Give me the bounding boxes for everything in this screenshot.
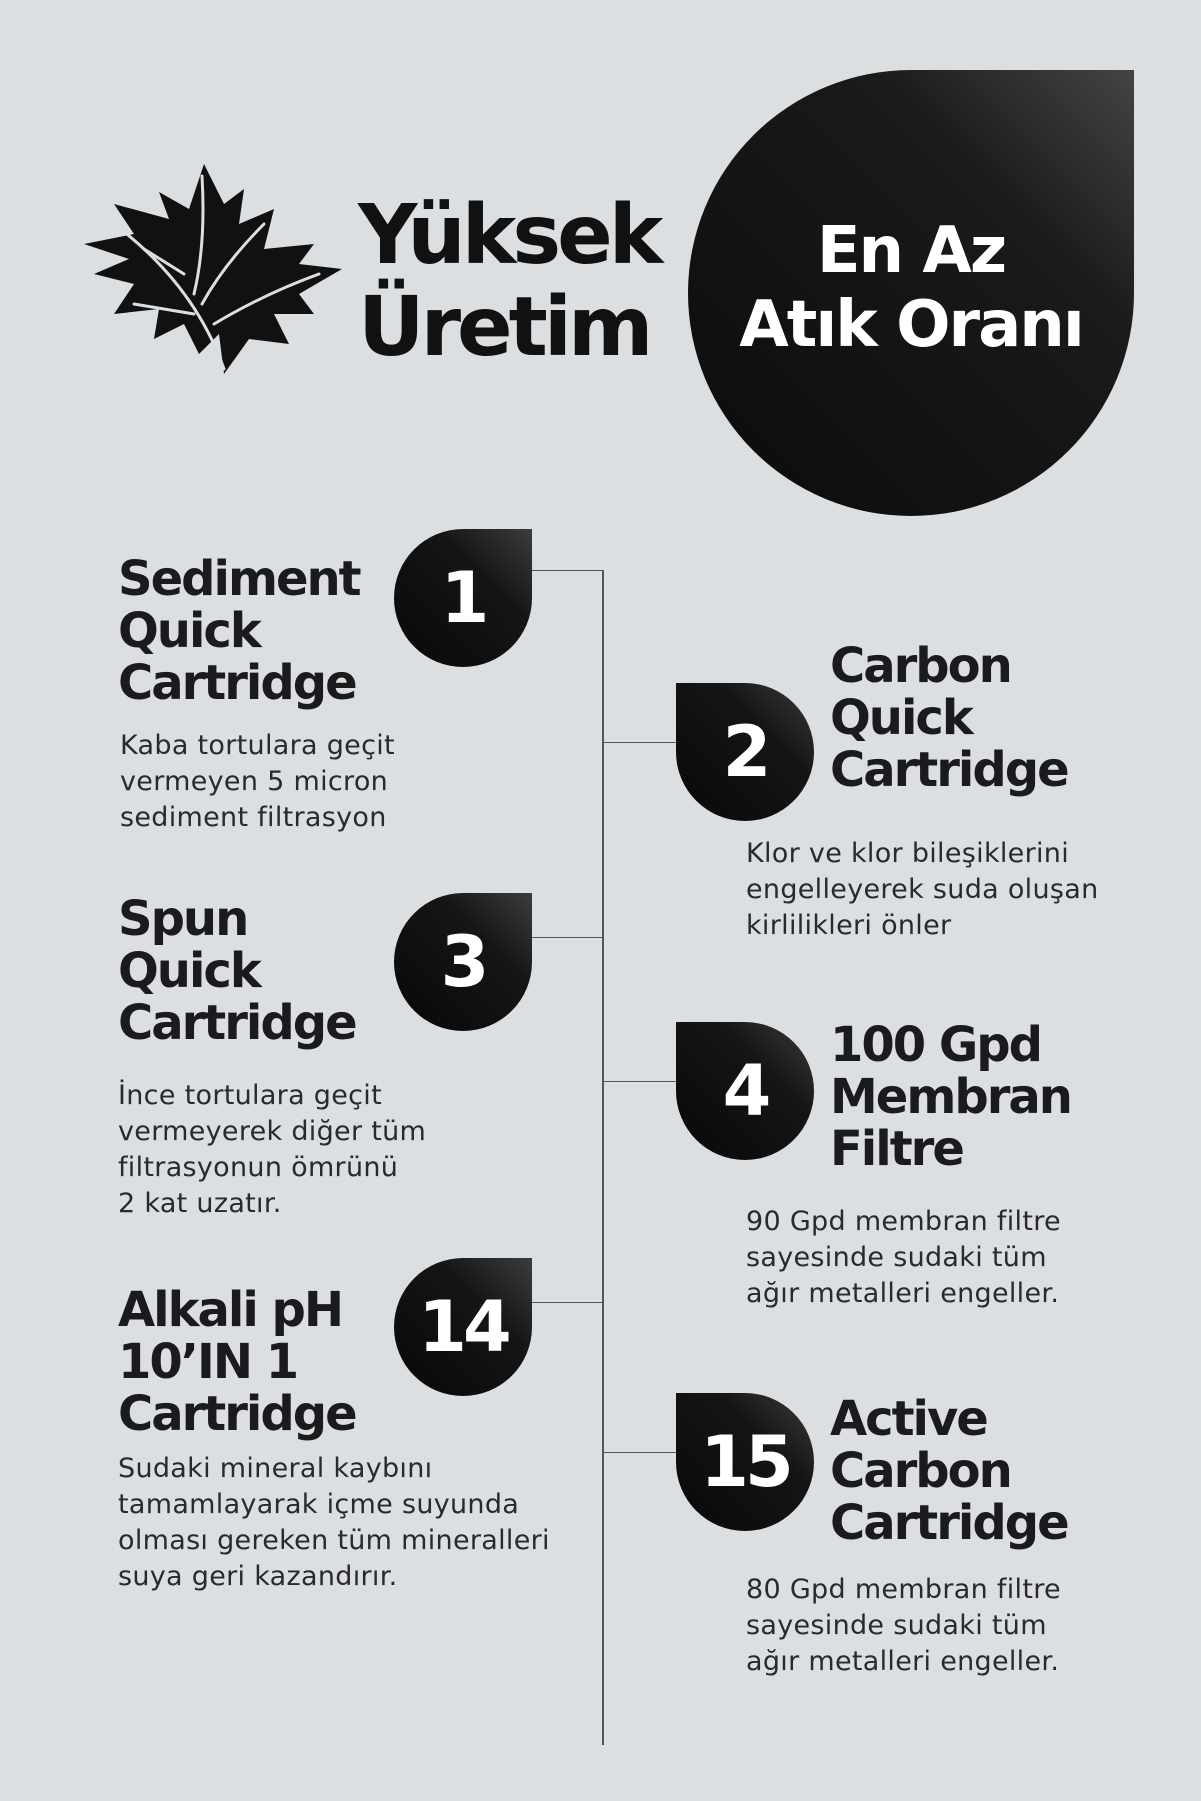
step-title: Carbon Quick Cartridge [830,638,1068,798]
step-number-badge: 14 [394,1258,532,1396]
step-description: İnce tortulara geçit vermeyerek diğer tüm filtrasyonun ömrünü 2 kat uzatır. [118,1080,427,1219]
step-title: Alkali pH 10’IN 1 Cartridge [118,1282,356,1442]
connector-6 [602,1452,676,1453]
connector-5 [532,1302,604,1303]
timeline-line [602,570,604,1745]
step-description: Kaba tortulara geçit vermeyen 5 micron sediment filtrasyon [120,730,395,833]
step-description: 80 Gpd membran filtre sayesinde sudaki tüm ağır metalleri engeller. [746,1574,1061,1677]
connector-1 [532,570,604,571]
step-number-badge: 2 [676,683,814,821]
step-number-badge: 3 [394,893,532,1031]
connector-3 [532,937,604,938]
waste-ratio-label: En Az Atık Oranı [739,214,1083,362]
connector-4 [602,1081,676,1082]
step-title: Spun Quick Cartridge [118,891,356,1051]
step-number-badge: 1 [394,529,532,667]
step-description: Sudaki mineral kaybını tamamlayarak içme suyunda olması gereken tüm mineralleri suya geri kazandırır. [118,1453,550,1592]
step-number-badge: 4 [676,1022,814,1160]
step-title: 100 Gpd Membran Filtre [830,1017,1071,1177]
connector-2 [602,742,676,743]
step-title: Sediment Quick Cartridge [118,551,360,711]
waste-ratio-badge [688,70,1134,516]
step-number-badge: 15 [676,1393,814,1531]
step-description: Klor ve klor bileşiklerini engelleyerek suda oluşan kirlilikleri önler [746,838,1099,941]
step-title: Active Carbon Cartridge [830,1391,1068,1551]
brand-title: Yüksek Üretim [358,188,660,375]
step-description: 90 Gpd membran filtre sayesinde sudaki tüm ağır metalleri engeller. [746,1206,1061,1309]
maple-leaf-icon [74,164,346,374]
